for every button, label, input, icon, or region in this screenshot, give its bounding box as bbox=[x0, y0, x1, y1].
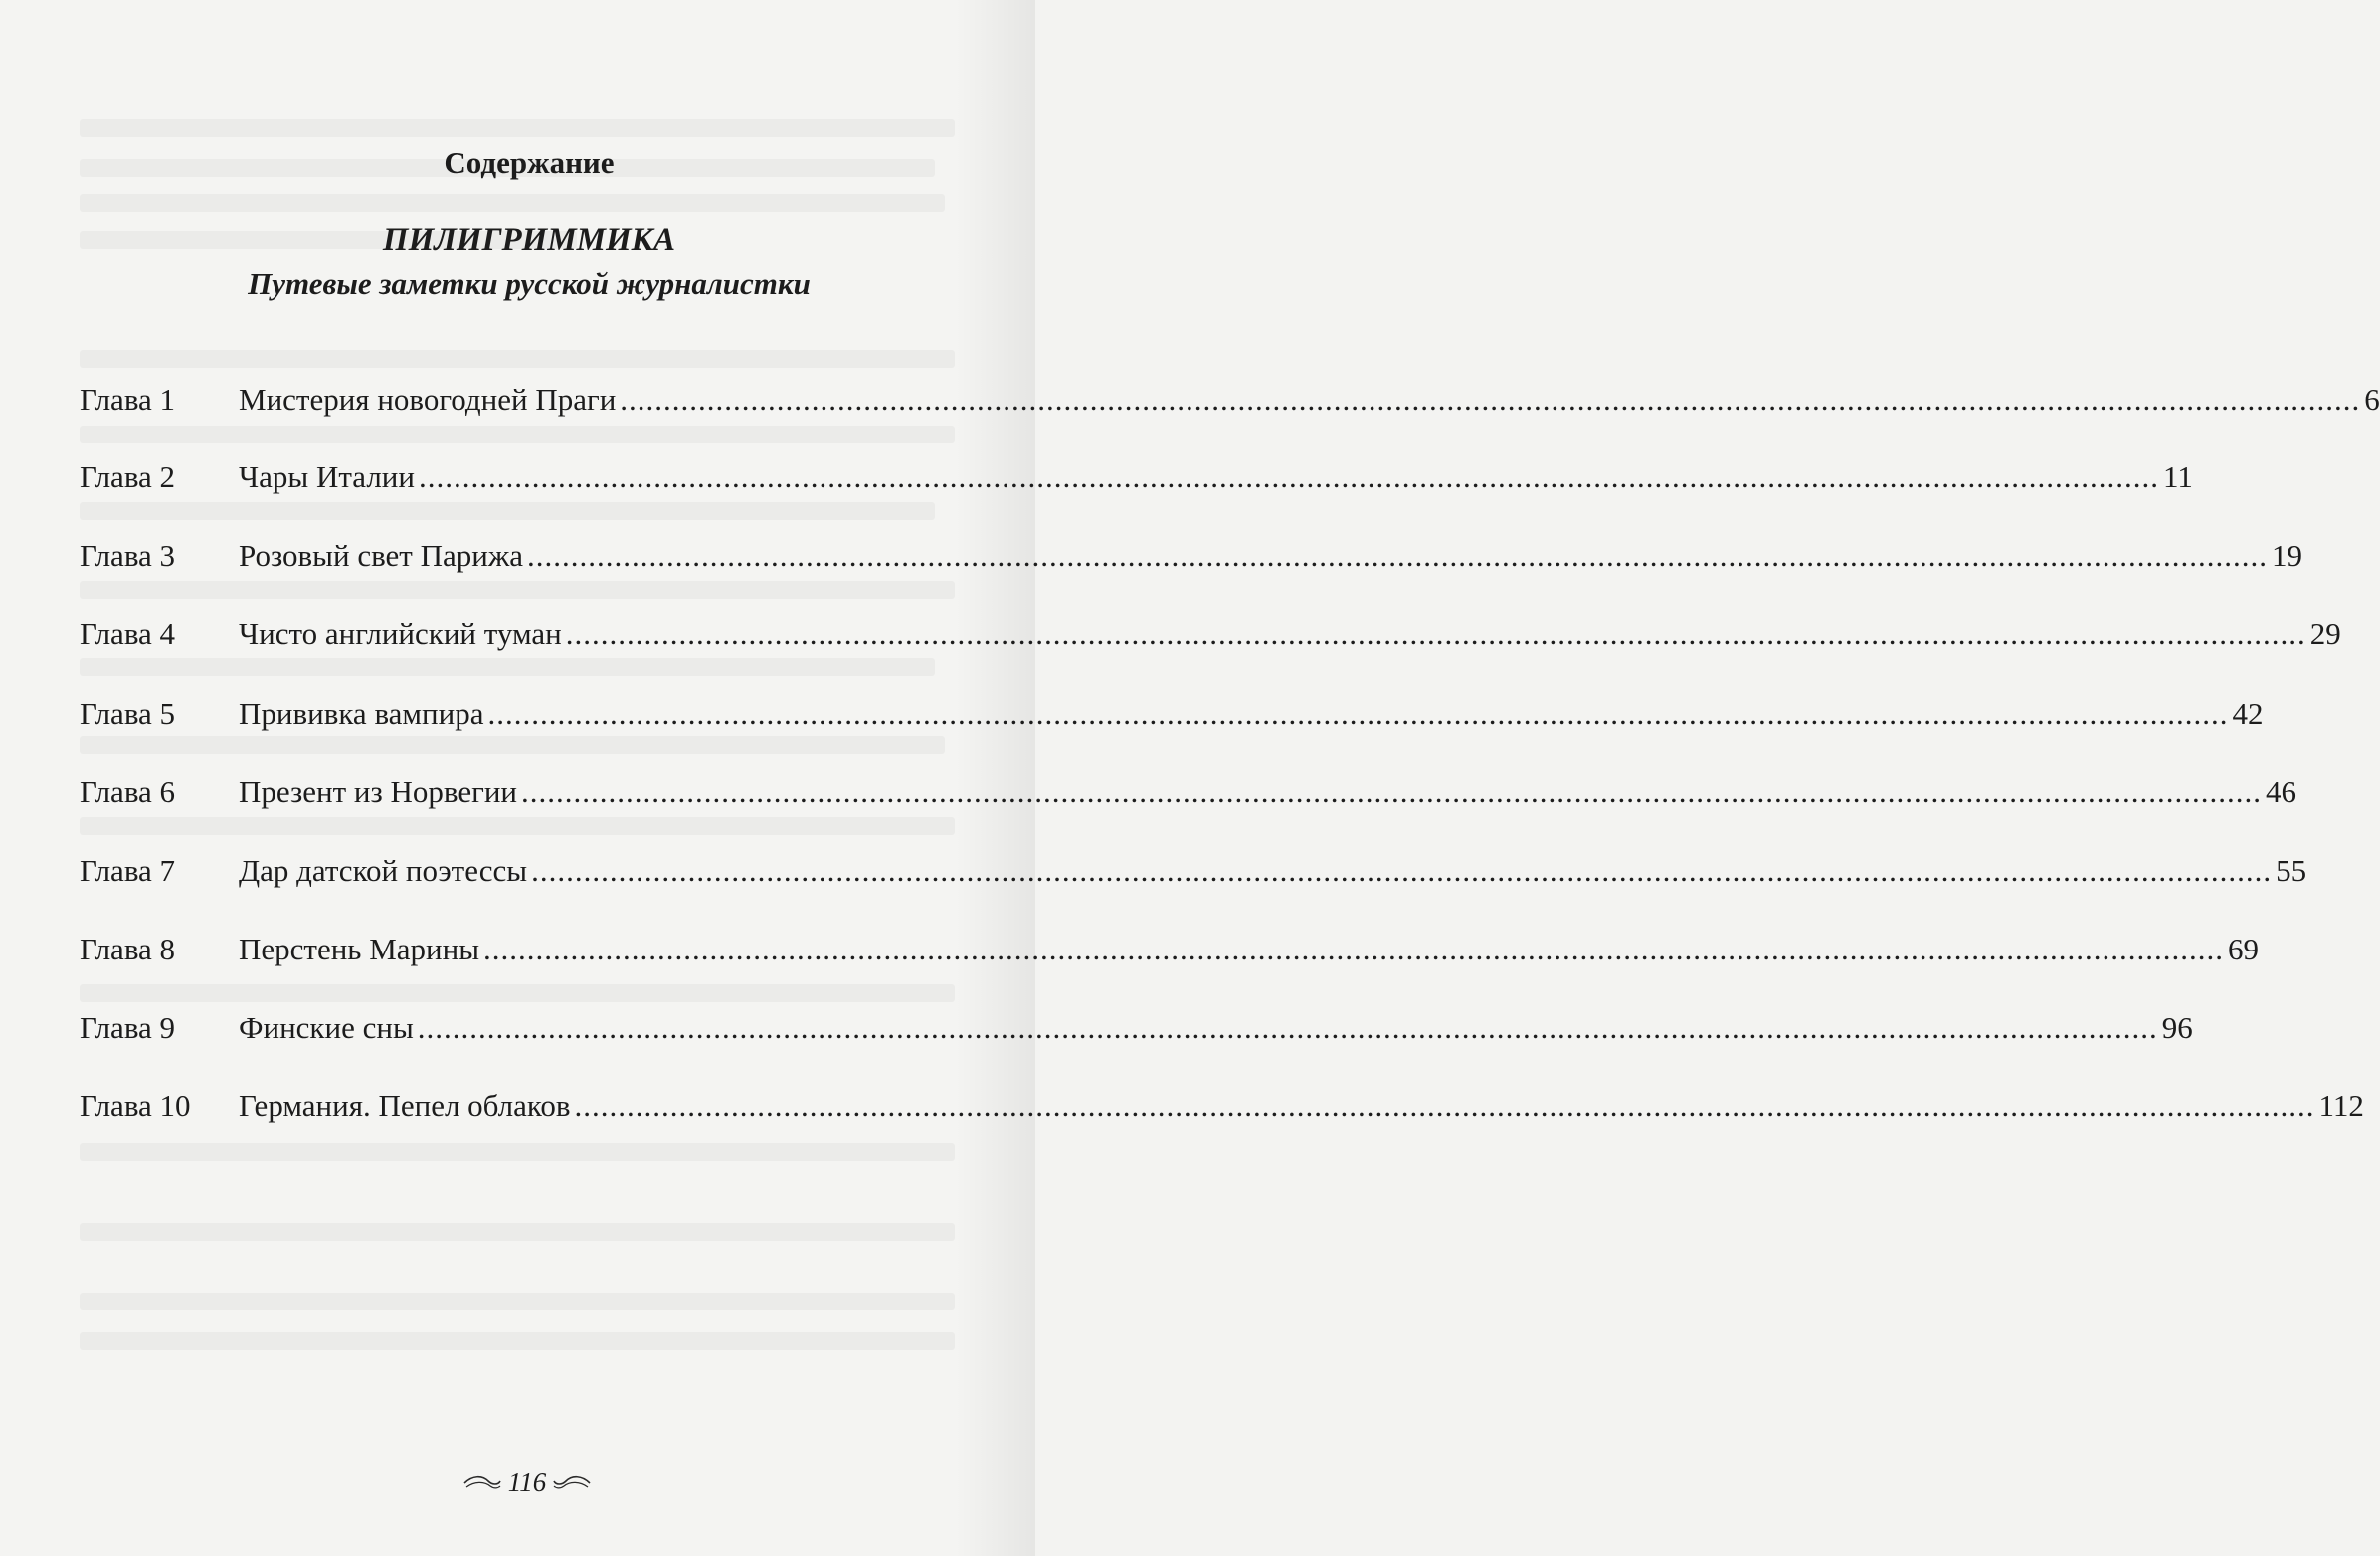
dot-leader: ........................................................................................................................................................................................................ bbox=[531, 853, 2273, 888]
book-subtitle: Путевые заметки русской журналистки bbox=[248, 266, 811, 301]
toc-entry bbox=[80, 853, 2307, 895]
dot-leader: ........................................................................................................................................................................................................ bbox=[521, 775, 2262, 809]
toc-entry bbox=[80, 932, 2260, 973]
book-title: ПИЛИГРИММИКА bbox=[382, 222, 676, 258]
toc-entry bbox=[80, 1088, 2364, 1129]
toc-entry bbox=[80, 775, 2296, 816]
show-through-line bbox=[80, 1332, 955, 1350]
page-footer bbox=[0, 1468, 1054, 1500]
page-number: 116 bbox=[507, 1468, 547, 1497]
chapter-page: 112 bbox=[2318, 1088, 2364, 1123]
chapter-number: Глава 5 bbox=[80, 696, 176, 731]
toc-entry bbox=[80, 696, 2264, 738]
dot-leader: ........................................................................................................................................................................................................ bbox=[620, 382, 2361, 417]
dot-leader: ........................................................................................................................................................................................................ bbox=[417, 1010, 2158, 1045]
toc-entry bbox=[80, 459, 2193, 501]
dot-leader: ........................................................................................................................................................................................................ bbox=[527, 538, 2269, 573]
chapter-page: 6 bbox=[2364, 382, 2380, 417]
chapter-title: Презент из Норвегии bbox=[239, 775, 517, 809]
dot-leader: ........................................................................................................................................................................................................ bbox=[418, 459, 2159, 494]
show-through-line bbox=[80, 1293, 955, 1310]
chapter-page: 29 bbox=[2309, 616, 2341, 651]
chapter-page: 11 bbox=[2162, 459, 2193, 494]
chapter-number: Глава 10 bbox=[80, 1088, 191, 1123]
table-of-contents bbox=[80, 0, 2380, 1193]
dot-leader: ........................................................................................................................................................................................................ bbox=[487, 696, 2229, 731]
chapter-page: 19 bbox=[2272, 538, 2303, 573]
chapter-page: 42 bbox=[2232, 696, 2264, 731]
chapter-title: Финские сны bbox=[239, 1010, 414, 1045]
dot-leader: ........................................................................................................................................................................................................ bbox=[483, 932, 2225, 966]
chapter-title: Чисто английский туман bbox=[239, 616, 562, 651]
chapter-title: Розовый свет Парижа bbox=[239, 538, 524, 573]
chapter-title: Мистерия новогодней Праги bbox=[239, 382, 617, 417]
chapter-page: 46 bbox=[2266, 775, 2296, 809]
chapter-number: Глава 8 bbox=[80, 932, 176, 966]
toc-entry bbox=[80, 382, 2380, 424]
dot-leader: ........................................................................................................................................................................................................ bbox=[565, 616, 2306, 651]
toc-entry bbox=[80, 538, 2303, 580]
chapter-page: 69 bbox=[2228, 932, 2260, 966]
chapter-title: Прививка вампира bbox=[239, 696, 484, 731]
contents-heading: Содержание bbox=[444, 145, 615, 180]
toc-entry bbox=[80, 616, 2341, 658]
chapter-title: Германия. Пепел облаков bbox=[239, 1088, 571, 1123]
toc-entry bbox=[80, 1010, 2193, 1052]
chapter-title: Перстень Марины bbox=[239, 932, 480, 966]
chapter-number: Глава 3 bbox=[80, 538, 176, 573]
chapter-number: Глава 6 bbox=[80, 775, 176, 809]
chapter-title: Чары Италии bbox=[239, 459, 415, 494]
chapter-number: Глава 2 bbox=[80, 459, 176, 494]
left-flourish-icon bbox=[462, 1470, 502, 1500]
chapter-number: Глава 1 bbox=[80, 382, 176, 417]
show-through-line bbox=[80, 1223, 955, 1241]
chapter-number: Глава 7 bbox=[80, 853, 176, 888]
right-flourish-icon bbox=[552, 1470, 592, 1500]
chapter-title: Дар датской поэтессы bbox=[239, 853, 528, 888]
chapter-page: 55 bbox=[2276, 853, 2307, 888]
chapter-page: 96 bbox=[2161, 1010, 2193, 1045]
chapter-number: Глава 9 bbox=[80, 1010, 176, 1045]
chapter-number: Глава 4 bbox=[80, 616, 176, 651]
dot-leader: ........................................................................................................................................................................................................ bbox=[574, 1088, 2315, 1123]
